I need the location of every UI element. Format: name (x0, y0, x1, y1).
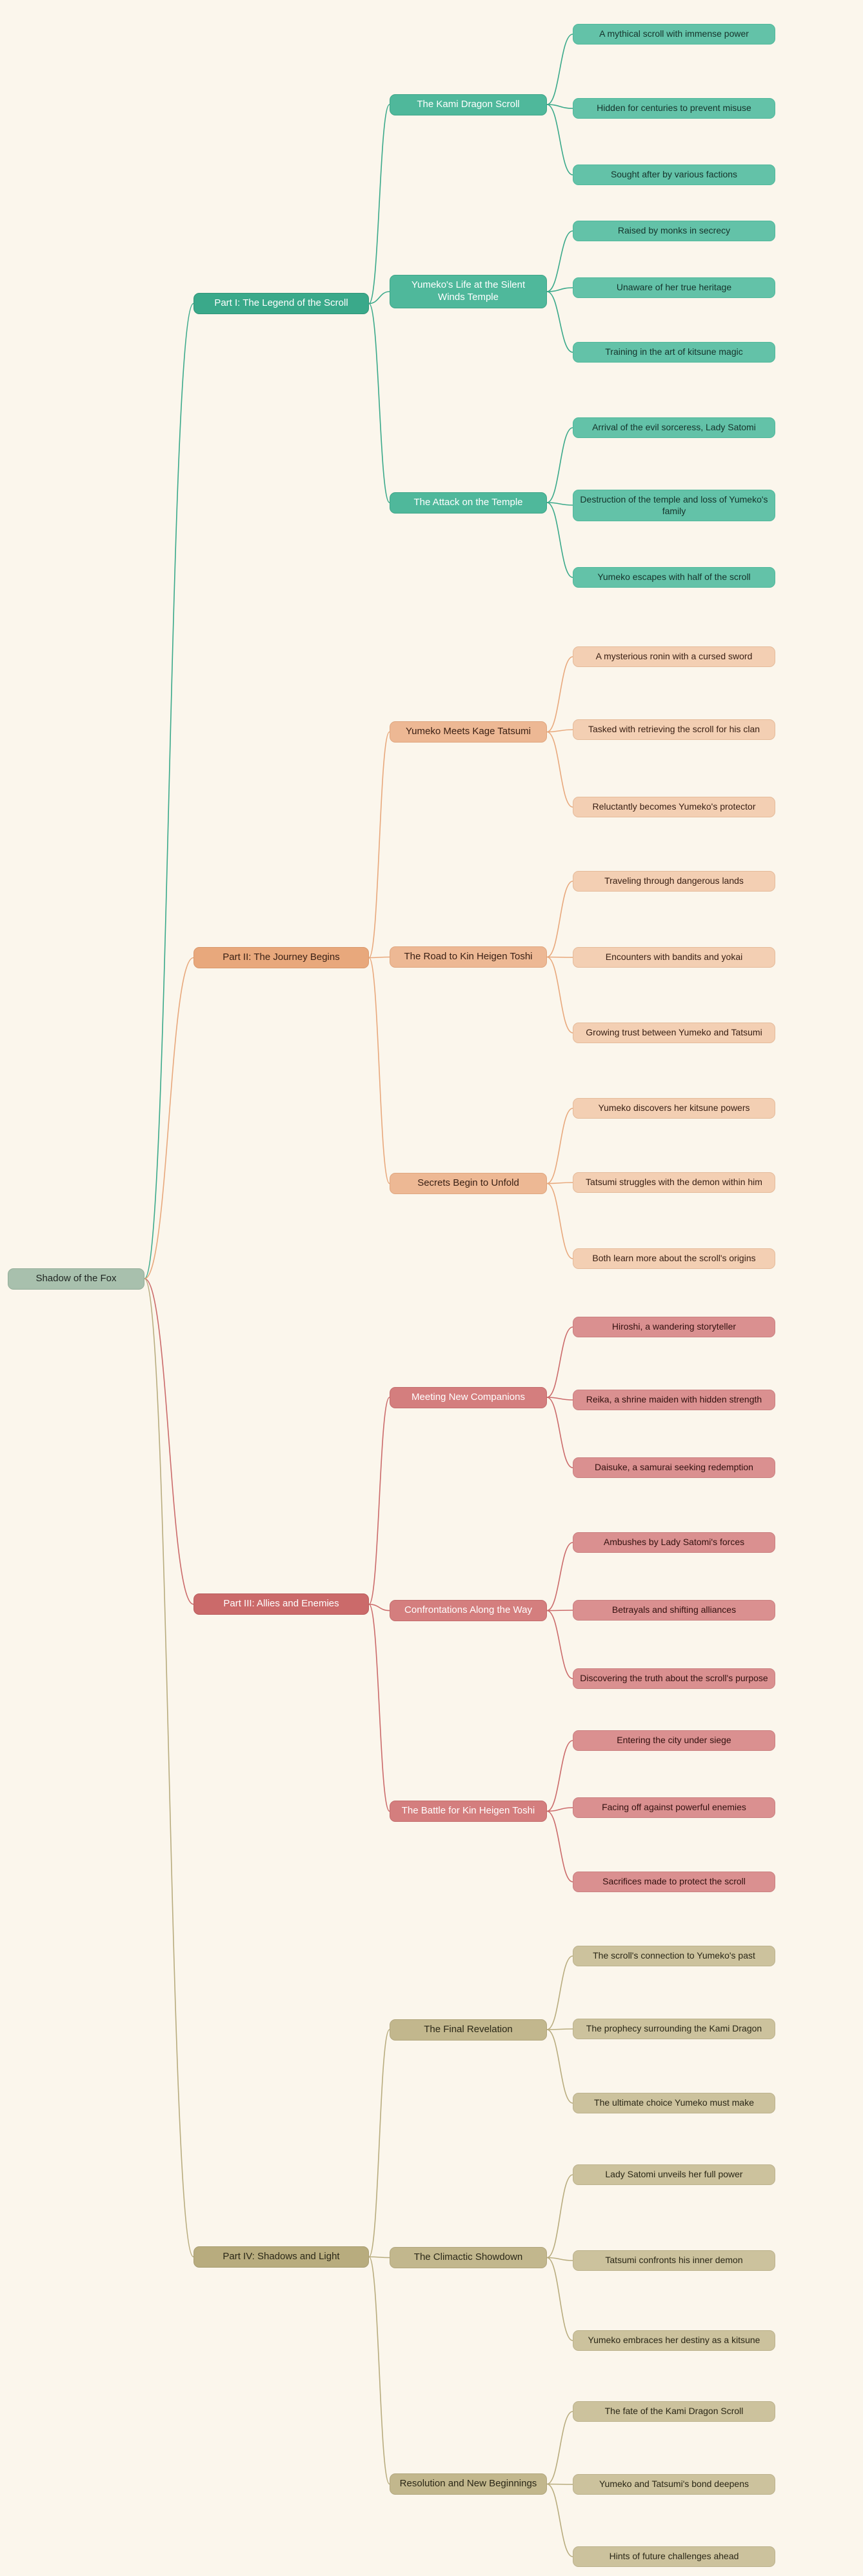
leaf-node[interactable]: Facing off against powerful enemies (573, 1797, 775, 1818)
leaf-node[interactable]: Daisuke, a samurai seeking redemption (573, 1457, 775, 1478)
leaf-node[interactable]: Hints of future challenges ahead (573, 2546, 775, 2567)
subtopic-node[interactable]: Meeting New Companions (390, 1387, 547, 1408)
subtopic-node[interactable]: The Attack on the Temple (390, 492, 547, 514)
leaf-node[interactable]: Tasked with retrieving the scroll for his clan (573, 719, 775, 740)
leaf-node[interactable]: Both learn more about the scroll's origins (573, 1248, 775, 1269)
subtopic-node[interactable]: Confrontations Along the Way (390, 1600, 547, 1621)
leaf-node[interactable]: The ultimate choice Yumeko must make (573, 2093, 775, 2113)
leaf-node[interactable]: Traveling through dangerous lands (573, 871, 775, 892)
subtopic-node[interactable]: The Battle for Kin Heigen Toshi (390, 1801, 547, 1822)
leaf-node[interactable]: A mysterious ronin with a cursed sword (573, 646, 775, 667)
leaf-node[interactable]: Raised by monks in secrecy (573, 221, 775, 241)
leaf-node[interactable]: Entering the city under siege (573, 1730, 775, 1751)
leaf-node[interactable]: Discovering the truth about the scroll's purpose (573, 1668, 775, 1689)
leaf-node[interactable]: Yumeko and Tatsumi's bond deepens (573, 2474, 775, 2495)
branch-node[interactable]: Part IV: Shadows and Light (193, 2246, 369, 2268)
subtopic-node[interactable]: The Road to Kin Heigen Toshi (390, 946, 547, 968)
leaf-node[interactable]: Training in the art of kitsune magic (573, 342, 775, 363)
branch-node[interactable]: Part I: The Legend of the Scroll (193, 293, 369, 314)
leaf-node[interactable]: Hidden for centuries to prevent misuse (573, 98, 775, 119)
subtopic-node[interactable]: The Final Revelation (390, 2019, 547, 2041)
leaf-node[interactable]: The prophecy surrounding the Kami Dragon (573, 2019, 775, 2039)
leaf-node[interactable]: Yumeko discovers her kitsune powers (573, 1098, 775, 1119)
leaf-node[interactable]: Yumeko embraces her destiny as a kitsune (573, 2330, 775, 2351)
leaf-node[interactable]: Unaware of her true heritage (573, 277, 775, 298)
leaf-node[interactable]: Arrival of the evil sorceress, Lady Satomi (573, 417, 775, 438)
leaf-node[interactable]: Ambushes by Lady Satomi's forces (573, 1532, 775, 1553)
branch-node[interactable]: Part II: The Journey Begins (193, 947, 369, 968)
branch-node[interactable]: Part III: Allies and Enemies (193, 1593, 369, 1615)
root-node[interactable]: Shadow of the Fox (8, 1268, 144, 1290)
leaf-node[interactable]: The scroll's connection to Yumeko's past (573, 1946, 775, 1966)
leaf-node[interactable]: Growing trust between Yumeko and Tatsumi (573, 1023, 775, 1043)
subtopic-node[interactable]: Secrets Begin to Unfold (390, 1173, 547, 1194)
leaf-node[interactable]: Reika, a shrine maiden with hidden strength (573, 1390, 775, 1410)
leaf-node[interactable]: Sought after by various factions (573, 165, 775, 185)
subtopic-node[interactable]: Yumeko's Life at the Silent Winds Temple (390, 275, 547, 308)
leaf-node[interactable]: Yumeko escapes with half of the scroll (573, 567, 775, 588)
leaf-node[interactable]: Encounters with bandits and yokai (573, 947, 775, 968)
subtopic-node[interactable]: Resolution and New Beginnings (390, 2473, 547, 2495)
leaf-node[interactable]: Tatsumi struggles with the demon within him (573, 1172, 775, 1193)
leaf-node[interactable]: Lady Satomi unveils her full power (573, 2164, 775, 2185)
leaf-node[interactable]: Hiroshi, a wandering storyteller (573, 1317, 775, 1337)
subtopic-node[interactable]: Yumeko Meets Kage Tatsumi (390, 721, 547, 743)
subtopic-node[interactable]: The Climactic Showdown (390, 2247, 547, 2268)
leaf-node[interactable]: Tatsumi confronts his inner demon (573, 2250, 775, 2271)
leaf-node[interactable]: Sacrifices made to protect the scroll (573, 1872, 775, 1892)
leaf-node[interactable]: The fate of the Kami Dragon Scroll (573, 2401, 775, 2422)
leaf-node[interactable]: Betrayals and shifting alliances (573, 1600, 775, 1621)
leaf-node[interactable]: Reluctantly becomes Yumeko's protector (573, 797, 775, 817)
subtopic-node[interactable]: The Kami Dragon Scroll (390, 94, 547, 115)
leaf-node[interactable]: Destruction of the temple and loss of Yumeko's family (573, 490, 775, 521)
leaf-node[interactable]: A mythical scroll with immense power (573, 24, 775, 45)
